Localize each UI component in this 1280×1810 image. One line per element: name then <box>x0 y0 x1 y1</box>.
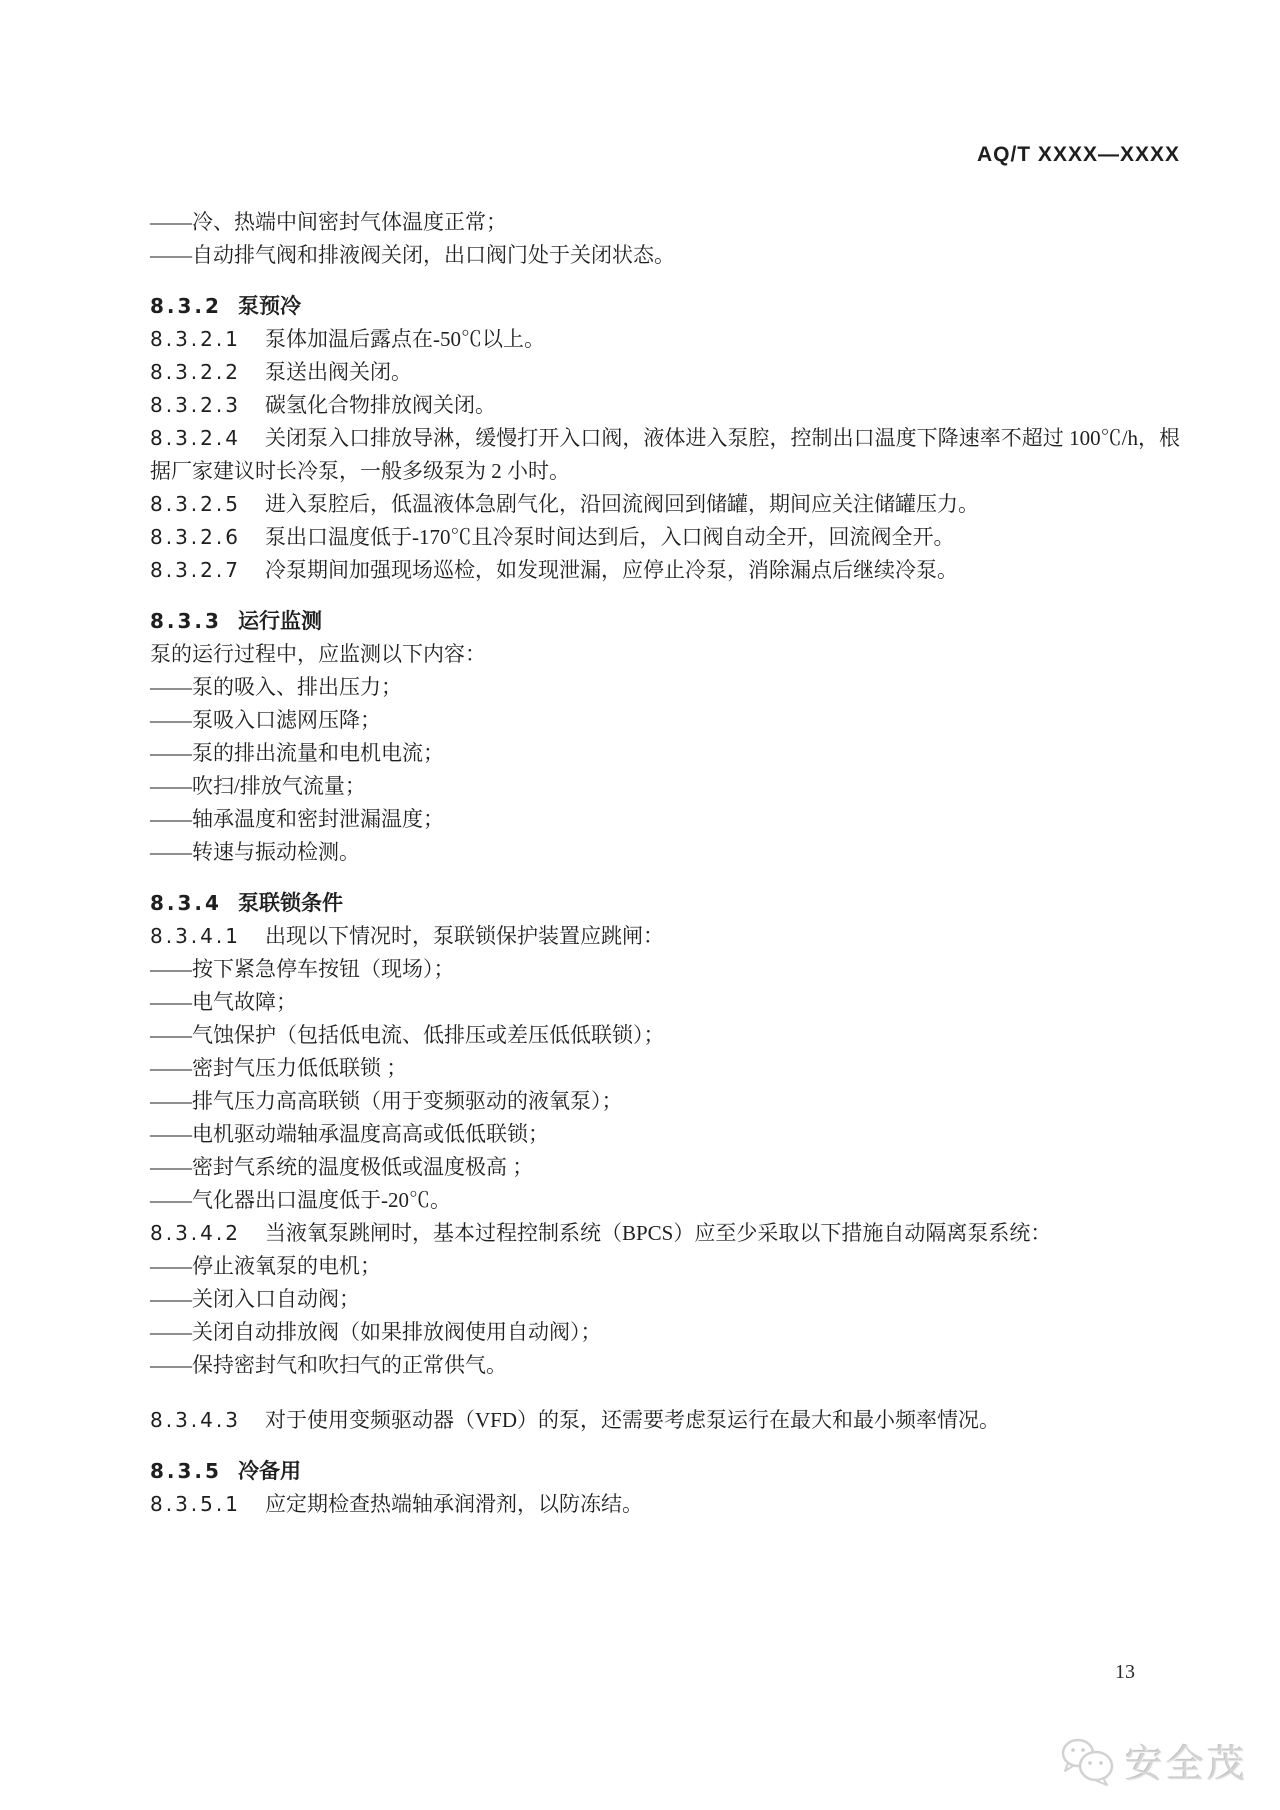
line-text: ——按下紧急停车按钮（现场）； <box>150 957 455 981</box>
dash-list-item <box>150 770 1180 803</box>
section-heading <box>150 887 1180 920</box>
dash-list-item <box>150 737 1180 770</box>
watermark <box>1059 1733 1248 1788</box>
line-text: ——泵吸入口滤网压降； <box>150 708 381 732</box>
line-text: ——关闭自动排放阀（如果排放阀使用自动阀）； <box>150 1320 602 1344</box>
clause-paragraph <box>150 323 1180 356</box>
line-text: 冷备用 <box>237 1460 301 1483</box>
dash-list-item <box>150 206 1180 239</box>
line-text: 泵的运行过程中，应监测以下内容： <box>150 642 486 666</box>
dash-list-item <box>150 704 1180 737</box>
line-text: 泵体加温后露点在-50℃以上。 <box>264 327 545 351</box>
line-text: ——电气故障； <box>150 990 297 1014</box>
dash-list-item <box>150 1349 1180 1382</box>
dash-list-item <box>150 1283 1180 1316</box>
dash-list-item <box>150 986 1180 1019</box>
clause-paragraph <box>150 521 1180 554</box>
clause-paragraph <box>150 356 1180 389</box>
line-text: ——关闭入口自动阀； <box>150 1287 360 1311</box>
clause-paragraph <box>150 920 1180 953</box>
section-heading <box>150 290 1180 323</box>
section-heading <box>150 1455 1180 1488</box>
clause-number: 8.3.3 <box>150 609 222 633</box>
dash-list-item <box>150 1052 1180 1085</box>
line-text: 冷泵期间加强现场巡检，如发现泄漏，应停止冷泵，消除漏点后继续冷泵。 <box>264 558 958 582</box>
line-text: 出现以下情况时，泵联锁保护装置应跳闸： <box>264 924 664 948</box>
clause-paragraph <box>150 1488 1180 1521</box>
line-text: ——泵的排出流量和电机电流； <box>150 741 444 765</box>
line-text: ——吹扫/排放气流量； <box>150 774 366 798</box>
line-text: 泵送出阀关闭。 <box>264 360 412 384</box>
clause-number: 8.3.2.4 <box>150 426 241 450</box>
line-text: ——排气压力高高联锁（用于变频驱动的液氧泵）； <box>150 1089 623 1113</box>
line-text: ——冷、热端中间密封气体温度正常； <box>150 210 507 234</box>
wechat-icon <box>1059 1736 1117 1786</box>
clause-number: 8.3.4.3 <box>150 1408 241 1432</box>
clause-paragraph <box>150 389 1180 422</box>
dash-list-item <box>150 1118 1180 1151</box>
line-text: ——电机驱动端轴承温度高高或低低联锁； <box>150 1122 549 1146</box>
line-text: ——密封气压力低低联锁 ； <box>150 1056 408 1080</box>
line-text: ——泵的吸入、排出压力； <box>150 675 402 699</box>
dash-list-item <box>150 1019 1180 1052</box>
clause-paragraph <box>150 1217 1180 1250</box>
clause-number: 8.3.2.5 <box>150 492 241 516</box>
dash-list-item <box>150 953 1180 986</box>
clause-number: 8.3.2 <box>150 294 222 318</box>
clause-paragraph <box>150 488 1180 521</box>
line-text: 运行监测 <box>237 610 322 633</box>
line-text: ——轴承温度和密封泄漏温度； <box>150 807 444 831</box>
document-code-header: AQ/T XXXX—XXXX <box>976 143 1180 166</box>
line-text: 泵联锁条件 <box>237 892 343 915</box>
line-text: ——保持密封气和吹扫气的正常供气。 <box>150 1353 507 1377</box>
line-text: 泵出口温度低于-170℃且冷泵时间达到后，入口阀自动全开，回流阀全开。 <box>264 525 955 549</box>
dash-list-item <box>150 1085 1180 1118</box>
dash-list-item <box>150 1250 1180 1283</box>
line-text: 应定期检查热端轴承润滑剂，以防冻结。 <box>264 1492 643 1516</box>
clause-number: 8.3.4 <box>150 891 222 915</box>
line-text: 当液氧泵跳闸时，基本过程控制系统（BPCS）应至少采取以下措施自动隔离泵系统： <box>264 1221 1052 1245</box>
line-text: ——气化器出口温度低于-20℃。 <box>150 1188 451 1212</box>
line-text: ——密封气系统的温度极低或温度极高 ； <box>150 1155 534 1179</box>
clause-paragraph <box>150 1404 1180 1437</box>
dash-list-item <box>150 671 1180 704</box>
watermark-text: 安全茂 <box>1124 1744 1248 1786</box>
dash-list-item <box>150 1184 1180 1217</box>
line-text: 对于使用变频驱动器（VFD）的泵，还需要考虑泵运行在最大和最小频率情况。 <box>264 1408 1000 1432</box>
clause-number: 8.3.2.1 <box>150 327 241 351</box>
line-text: 关闭泵入口排放导淋，缓慢打开入口阀，液体进入泵腔，控制出口温度下降速率不超过 100℃/h，根据厂家建议时长冷泵，一般多级泵为 2 小时。 <box>150 426 1180 483</box>
dash-list-item <box>150 803 1180 836</box>
clause-number: 8.3.2.7 <box>150 558 241 582</box>
document-body <box>150 206 1180 1521</box>
clause-number: 8.3.2.2 <box>150 360 241 384</box>
line-text: ——转速与振动检测。 <box>150 840 360 864</box>
dash-list-item <box>150 1316 1180 1349</box>
clause-number: 8.3.2.3 <box>150 393 241 417</box>
clause-number: 8.3.2.6 <box>150 525 241 549</box>
line-text: 碳氢化合物排放阀关闭。 <box>264 393 496 417</box>
dash-list-item <box>150 1151 1180 1184</box>
intro-paragraph <box>150 638 1180 671</box>
page-number: 13 <box>1115 1661 1135 1683</box>
clause-number: 8.3.5.1 <box>150 1492 241 1516</box>
clause-number: 8.3.4.2 <box>150 1221 241 1245</box>
clause-number: 8.3.5 <box>150 1459 222 1483</box>
clause-number: 8.3.4.1 <box>150 924 241 948</box>
section-heading <box>150 605 1180 638</box>
line-text: 进入泵腔后，低温液体急剧气化，沿回流阀回到储罐，期间应关注储罐压力。 <box>264 492 979 516</box>
line-text: ——自动排气阀和排液阀关闭，出口阀门处于关闭状态。 <box>150 243 675 267</box>
dash-list-item <box>150 836 1180 869</box>
dash-list-item <box>150 239 1180 272</box>
clause-paragraph <box>150 422 1180 488</box>
clause-paragraph <box>150 554 1180 587</box>
line-text: ——气蚀保护（包括低电流、低排压或差压低低联锁）； <box>150 1023 665 1047</box>
line-text: ——停止液氧泵的电机； <box>150 1254 381 1278</box>
line-text: 泵预冷 <box>237 295 301 318</box>
